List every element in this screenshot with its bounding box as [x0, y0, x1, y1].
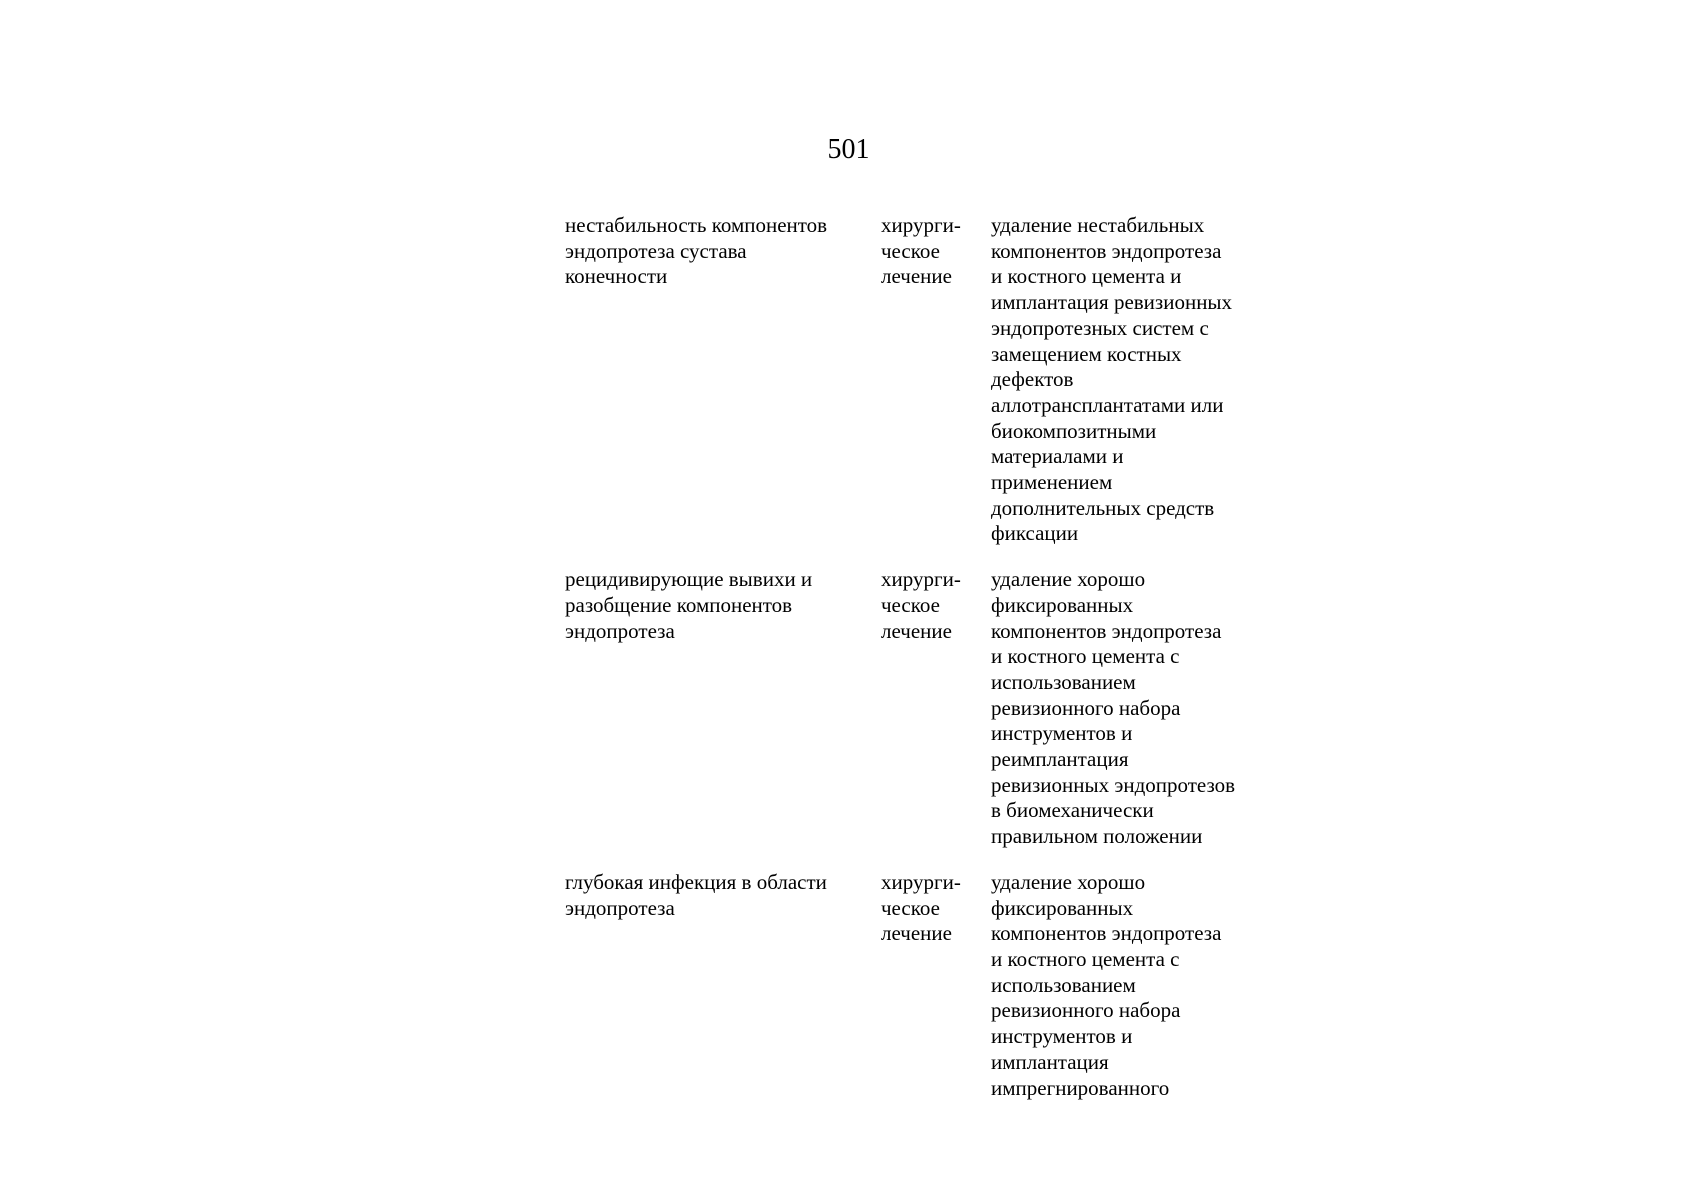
treatment-type-cell: хирурги- ческое лечение	[881, 869, 961, 946]
method-cell: удаление хорошо фиксированных компонентов эндопротеза и костного цемента с использованием ревизионного набора инструментов и имплантация импрегнированного	[991, 869, 1222, 1100]
table-row	[565, 213, 1255, 567]
treatment-table	[565, 213, 1255, 1121]
condition-cell: глубокая инфекция в области эндопротеза	[565, 869, 827, 920]
method-cell: удаление хорошо фиксированных компонентов эндопротеза и костного цемента с использованием ревизионного набора инструментов и реимплантация ревизионных эндопротезов в биомеханически правильном положении	[991, 567, 1236, 849]
table-row	[565, 870, 1255, 1121]
treatment-type-cell: хирурги- ческое лечение	[881, 567, 961, 643]
table-row	[565, 567, 1255, 870]
method-cell: удаление нестабильных компонентов эндопротеза и костного цемента и имплантация ревизионных эндопротезных систем с замещением костных дефектов аллотрансплантатами или биокомпозитными материалами и применением дополнительных средств фиксации	[991, 213, 1233, 546]
condition-cell: нестабильность компонентов эндопротеза сустава конечности	[565, 213, 828, 289]
treatment-type-cell: хирурги- ческое лечение	[881, 213, 961, 289]
condition-cell: рецидивирующие вывихи и разобщение компонентов эндопротеза	[565, 567, 813, 643]
page-number: 501	[827, 134, 870, 165]
